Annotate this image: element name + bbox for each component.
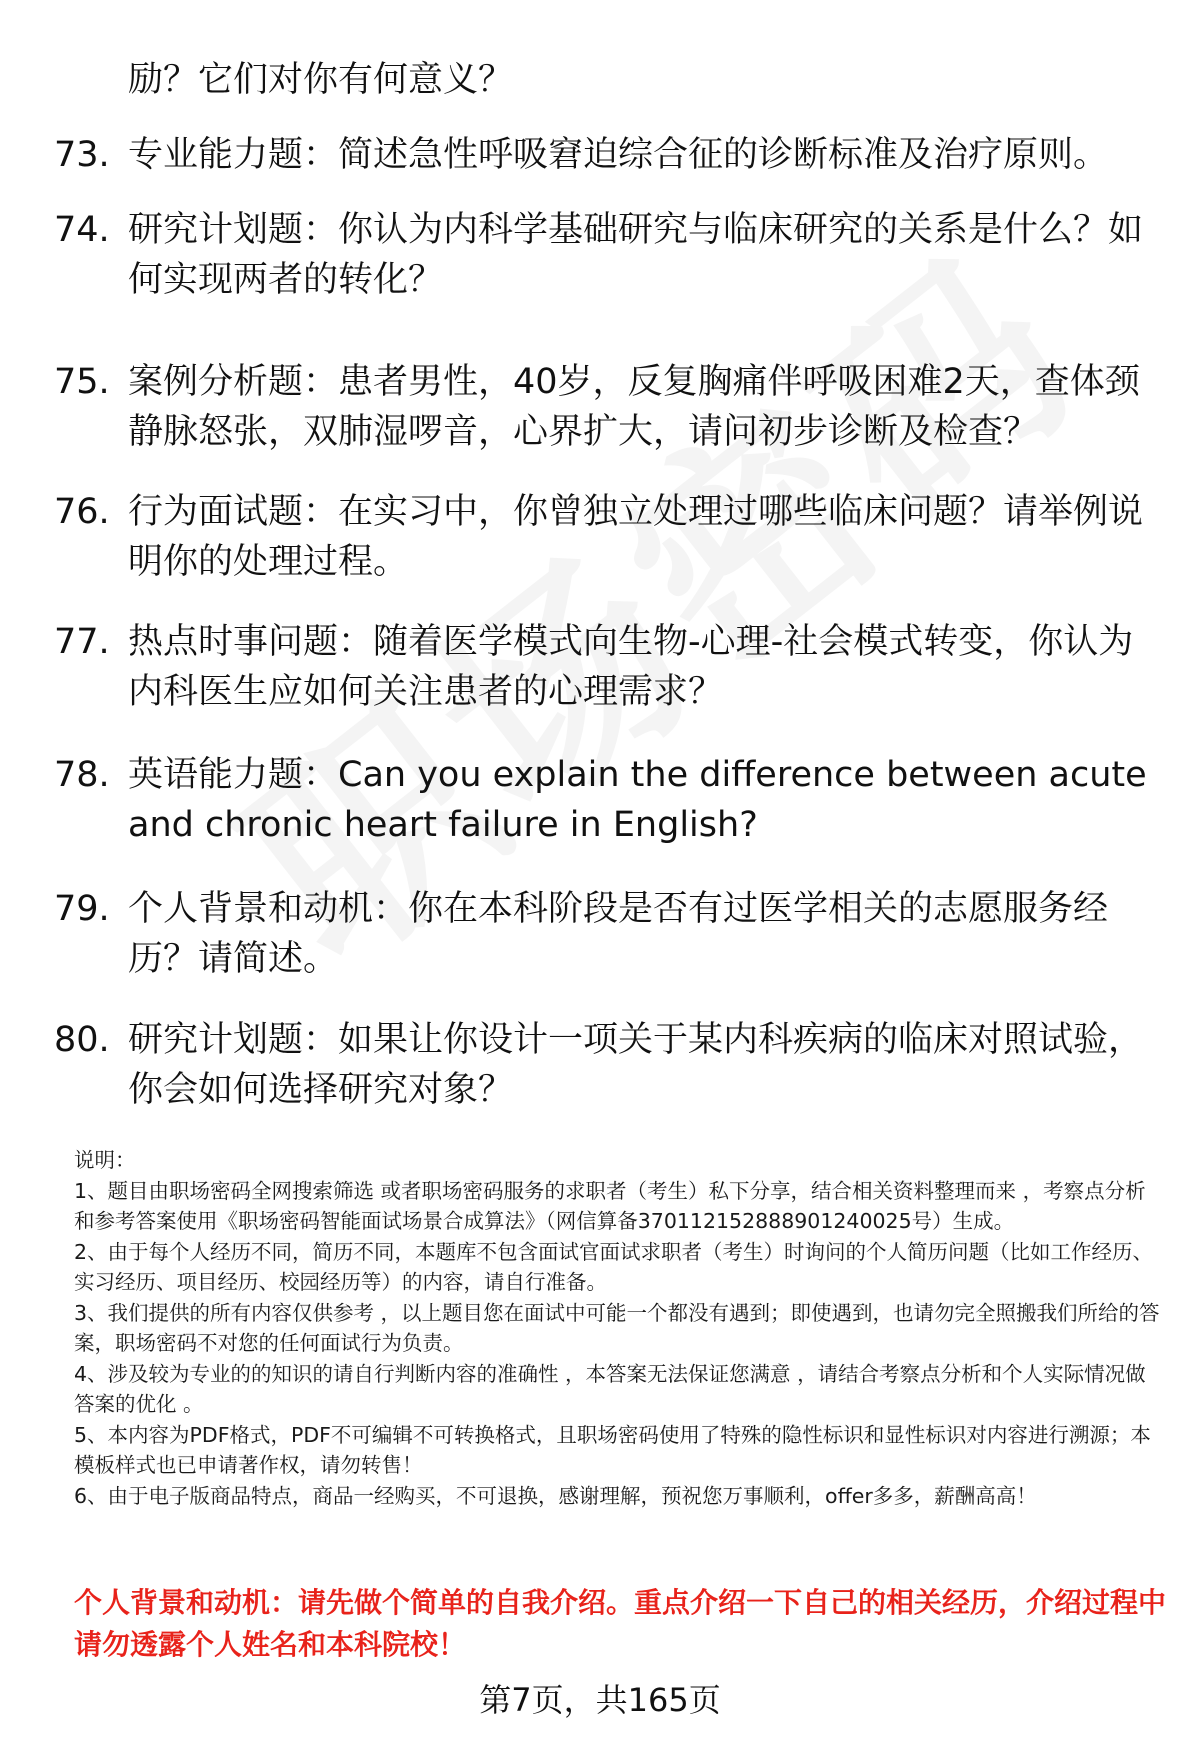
question-item [54,617,1164,717]
question-number: 78. [54,755,110,795]
question-continuation: 励？它们对你有何意义？ [128,60,514,100]
question-item [54,205,1164,305]
question-item [54,487,1164,587]
notes-section [74,1145,1164,1511]
notes-heading: 说明： [74,1148,136,1172]
question-number: 73. [54,135,110,175]
note-item: 5、本内容为PDF格式，PDF不可编辑不可转换格式，且职场密码使用了特殊的隐性标识和显性标识对内容进行溯源；本模板样式也已申请著作权，请勿转售！ [74,1422,1151,1477]
question-item [54,1015,1164,1115]
question-item [54,357,1164,457]
question-number: 79. [54,889,110,929]
question-number: 74. [54,210,110,250]
note-item: 6、由于电子版商品特点，商品一经购买，不可退换，感谢理解，预祝您万事顺利，offer多多，薪酬高高！ [74,1483,1037,1508]
note-item: 3、我们提供的所有内容仅供参考 ，以上题目您在面试中可能一个都没有遇到；即使遇到，也请勿完全照搬我们所给的答案，职场密码不对您的任何面试行为负责。 [74,1300,1160,1355]
question-text: 研究计划题：如果让你设计一项关于某内科疾病的临床对照试验，你会如何选择研究对象？ [128,1020,1144,1110]
question-number: 80. [54,1020,110,1060]
question-text: 案例分析题：患者男性，40岁，反复胸痛伴呼吸困难2天，查体颈静脉怒张，双肺湿啰音，心界扩大，请问初步诊断及检查？ [128,362,1140,452]
question-text: 个人背景和动机：你在本科阶段是否有过医学相关的志愿服务经历？请简述。 [128,889,1109,979]
question-item [54,750,1164,850]
question-text: 英语能力题：Can you explain the difference between acute and chronic heart failure in English? [128,755,1147,845]
question-number: 77. [54,622,110,662]
highlight-question: 个人背景和动机：请先做个简单的自我介绍。重点介绍一下自己的相关经历，介绍过程中请勿透露个人姓名和本科院校！ [74,1586,1167,1661]
question-item [54,130,1164,180]
question-text: 行为面试题：在实习中，你曾独立处理过哪些临床问题？请举例说明你的处理过程。 [128,492,1144,582]
question-text: 热点时事问题：随着医学模式向生物-心理-社会模式转变，你认为内科医生应如何关注患者的心理需求？ [128,622,1134,712]
question-number: 76. [54,492,110,532]
page-number: 第7页，共165页 [479,1681,721,1719]
question-number: 75. [54,362,110,402]
note-item: 2、由于每个人经历不同，简历不同，本题库不包含面试官面试求职者（考生）时询问的个人简历问题（比如工作经历、实习经历、项目经历、校园经历等）的内容，请自行准备。 [74,1239,1154,1294]
note-item: 4、涉及较为专业的的知识的请自行判断内容的准确性 ，本答案无法保证您满意 ，请结合考察点分析和个人实际情况做答案的优化 。 [74,1361,1146,1416]
question-text: 专业能力题：简述急性呼吸窘迫综合征的诊断标准及治疗原则。 [128,135,1109,175]
question-item [54,884,1164,984]
note-item: 1、题目由职场密码全网搜索筛选 或者职场密码服务的求职者（考生）私下分享，结合相关资料整理而来 ，考察点分析和参考答案使用《职场密码智能面试场景合成算法》（网信算备370112152888901240025号）生成。 [74,1178,1146,1233]
question-text: 研究计划题：你认为内科学基础研究与临床研究的关系是什么？如何实现两者的转化？ [128,210,1144,300]
